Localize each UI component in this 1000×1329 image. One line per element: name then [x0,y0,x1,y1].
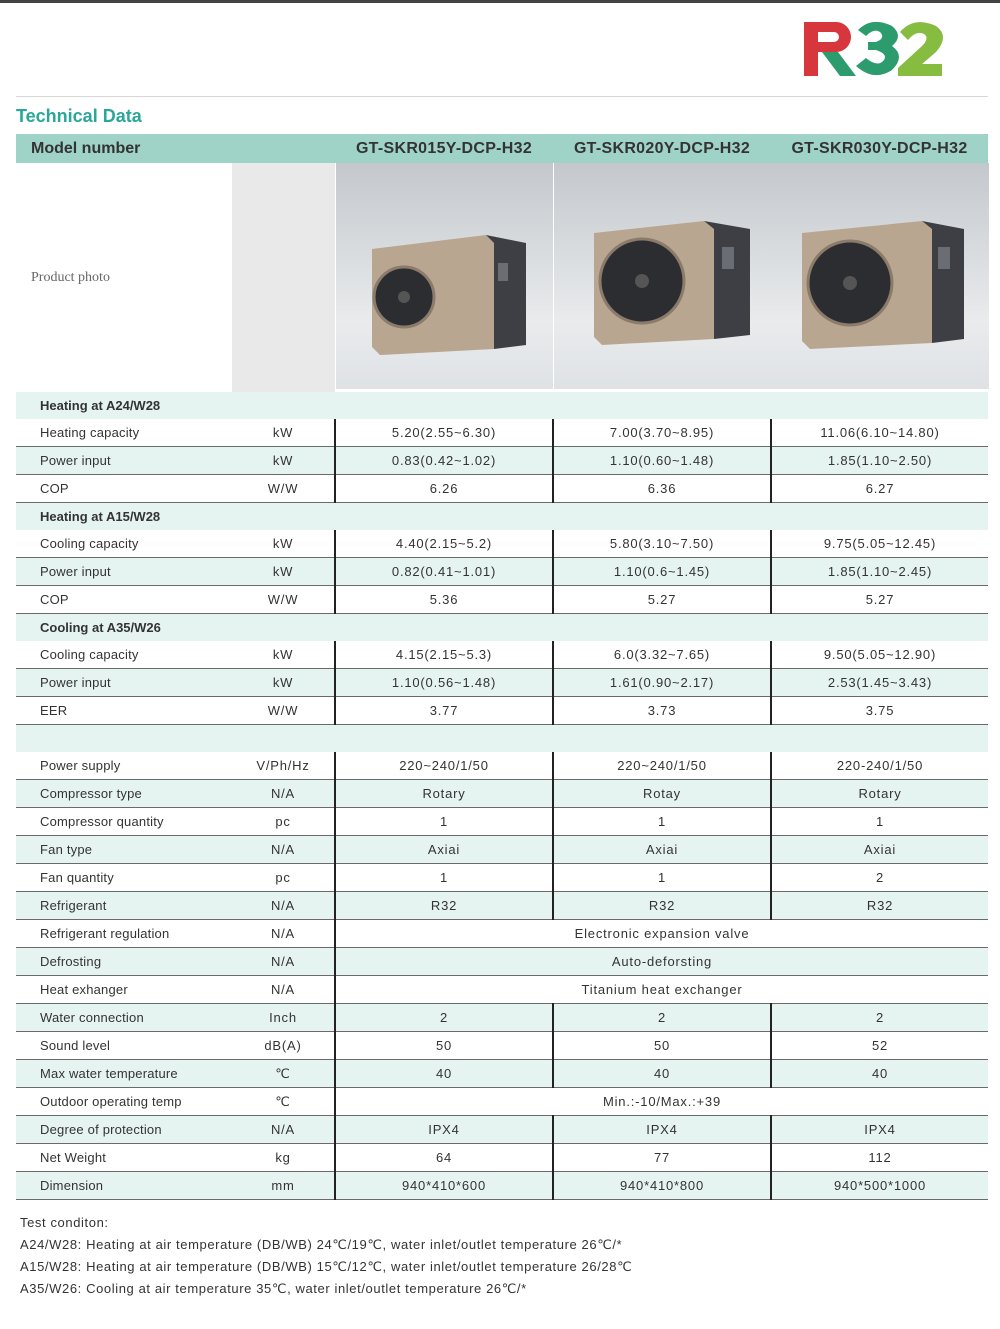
row-unit: dB(A) [232,1032,335,1060]
row-value: 11.06(6.10~14.80) [771,419,988,447]
row-label: Net Weight [16,1144,232,1172]
row-unit: kW [232,530,335,558]
table-row [16,1144,988,1172]
row-value: 5.36 [335,586,553,614]
row-label: Cooling capacity [16,641,232,669]
table-row [16,669,988,697]
row-value: 112 [771,1144,988,1172]
notes-heading: Test conditon: [20,1215,109,1230]
table-row [16,1032,988,1060]
spec-table [16,134,988,1200]
table-row [16,780,988,808]
page-title: Technical Data [16,106,142,126]
spacer-row [16,725,988,753]
test-conditions [20,1212,632,1300]
row-value: Axiai [553,836,771,864]
row-label: Compressor quantity [16,808,232,836]
row-value: 2 [553,1004,771,1032]
row-unit: kg [232,1144,335,1172]
row-value: 2 [335,1004,553,1032]
table-row [16,475,988,503]
row-value: 220-240/1/50 [771,752,988,780]
row-value: Axiai [335,836,553,864]
row-label: Heat exhanger [16,976,232,1004]
row-value: 5.80(3.10~7.50) [553,530,771,558]
row-label: Max water temperature [16,1060,232,1088]
row-value: 1 [553,808,771,836]
row-unit: W/W [232,475,335,503]
row-unit: kW [232,641,335,669]
row-label: Heating capacity [16,419,232,447]
row-value: 1 [771,808,988,836]
row-value: 940*410*600 [335,1172,553,1200]
row-label: EER [16,697,232,725]
row-unit: pc [232,864,335,892]
row-label: COP [16,586,232,614]
row-unit: kW [232,419,335,447]
row-value: 1 [335,808,553,836]
heat-pump-image-1 [336,163,553,389]
header-row [16,134,988,163]
table-row [16,1060,988,1088]
note-line-3: A35/W26: Cooling at air temperature 35℃, water inlet/outlet temperature 26℃/* [20,1281,527,1296]
row-value: 6.26 [335,475,553,503]
table-row [16,976,988,1004]
row-value: 77 [553,1144,771,1172]
model-2: GT-SKR020Y-DCP-H32 [553,134,771,163]
row-value-merged: Titanium heat exchanger [335,976,988,1004]
row-value-merged: Electronic expansion valve [335,920,988,948]
table-row [16,641,988,669]
row-label: Fan quantity [16,864,232,892]
section-header [16,503,988,531]
model-3: GT-SKR030Y-DCP-H32 [771,134,988,163]
row-value: IPX4 [335,1116,553,1144]
row-label: Fan type [16,836,232,864]
row-label: Power supply [16,752,232,780]
row-value: 5.27 [771,586,988,614]
row-value: R32 [771,892,988,920]
row-value: R32 [335,892,553,920]
table-row [16,530,988,558]
row-value: 50 [335,1032,553,1060]
table-row [16,419,988,447]
row-value: 9.50(5.05~12.90) [771,641,988,669]
row-value: 40 [771,1060,988,1088]
row-unit: N/A [232,976,335,1004]
row-value: 6.36 [553,475,771,503]
row-label: Power input [16,669,232,697]
row-value: Rotay [553,780,771,808]
row-value: 1.10(0.56~1.48) [335,669,553,697]
table-row [16,1088,988,1116]
row-unit: Inch [232,1004,335,1032]
row-value: 5.20(2.55~6.30) [335,419,553,447]
row-value: 2 [771,864,988,892]
row-label: Outdoor operating temp [16,1088,232,1116]
row-value: 0.83(0.42~1.02) [335,447,553,475]
header-unit-cell [232,134,335,163]
product-photo-3 [771,163,988,392]
row-value: 50 [553,1032,771,1060]
row-label: Refrigerant regulation [16,920,232,948]
row-value: 40 [553,1060,771,1088]
row-unit: N/A [232,892,335,920]
row-value: R32 [553,892,771,920]
row-label: Refrigerant [16,892,232,920]
section-title: Cooling at A35/W26 [16,614,988,642]
row-value: 0.82(0.41~1.01) [335,558,553,586]
row-unit: N/A [232,780,335,808]
row-value: 3.77 [335,697,553,725]
heat-pump-image-3 [772,163,989,389]
row-value: 6.27 [771,475,988,503]
row-label: COP [16,475,232,503]
row-value: 4.40(2.15~5.2) [335,530,553,558]
row-label: Degree of protection [16,1116,232,1144]
header-divider [16,96,988,97]
row-label: Water connection [16,1004,232,1032]
row-value: 3.73 [553,697,771,725]
row-label: Cooling capacity [16,530,232,558]
model-1: GT-SKR015Y-DCP-H32 [335,134,553,163]
row-value: 2 [771,1004,988,1032]
row-value: 1 [553,864,771,892]
heat-pump-image-2 [554,163,772,389]
row-unit: N/A [232,948,335,976]
row-value: 1.85(1.10~2.45) [771,558,988,586]
row-value: 64 [335,1144,553,1172]
row-label: Defrosting [16,948,232,976]
product-photo-2 [553,163,771,392]
top-border [0,0,1000,3]
section-header [16,392,988,419]
row-unit: pc [232,808,335,836]
row-label: Sound level [16,1032,232,1060]
row-unit: W/W [232,586,335,614]
product-photo-label: Product photo [16,163,232,392]
row-unit: kW [232,669,335,697]
row-unit: W/W [232,697,335,725]
photo-row [16,163,988,392]
row-value: IPX4 [553,1116,771,1144]
table-row [16,447,988,475]
table-row [16,808,988,836]
row-unit: kW [232,558,335,586]
row-value: 4.15(2.15~5.3) [335,641,553,669]
row-value: 3.75 [771,697,988,725]
section-title: Heating at A24/W28 [16,392,988,419]
table-row [16,752,988,780]
model-number-label: Model number [16,134,232,163]
row-value: 2.53(1.45~3.43) [771,669,988,697]
section-header [16,614,988,642]
product-photo-1 [335,163,553,392]
note-line-1: A24/W28: Heating at air temperature (DB/WB) 24℃/19℃, water inlet/outlet temperature 26℃/* [20,1237,623,1252]
section-title: Heating at A15/W28 [16,503,988,531]
table-row [16,892,988,920]
row-unit: N/A [232,1116,335,1144]
row-value: 9.75(5.05~12.45) [771,530,988,558]
table-row [16,948,988,976]
row-value: 940*500*1000 [771,1172,988,1200]
row-value: 220~240/1/50 [553,752,771,780]
row-value: Rotary [771,780,988,808]
note-line-2: A15/W28: Heating at air temperature (DB/WB) 15℃/12℃, water inlet/outlet temperature 26/28℃ [20,1259,633,1274]
row-value: Rotary [335,780,553,808]
row-value: 220~240/1/50 [335,752,553,780]
row-value: 52 [771,1032,988,1060]
row-label: Power input [16,447,232,475]
row-value: 1.61(0.90~2.17) [553,669,771,697]
row-unit: N/A [232,920,335,948]
row-unit: V/Ph/Hz [232,752,335,780]
table-row [16,920,988,948]
row-value: IPX4 [771,1116,988,1144]
spacer-cell [16,725,988,753]
row-label: Power input [16,558,232,586]
table-row [16,836,988,864]
row-value: 7.00(3.70~8.95) [553,419,771,447]
row-value: 40 [335,1060,553,1088]
table-row [16,864,988,892]
row-label: Dimension [16,1172,232,1200]
row-value-merged: Min.:-10/Max.:+39 [335,1088,988,1116]
table-row [16,558,988,586]
row-label: Compressor type [16,780,232,808]
table-row [16,586,988,614]
photo-unit-cell [232,163,335,392]
row-value: 940*410*800 [553,1172,771,1200]
row-value: 1.10(0.6~1.45) [553,558,771,586]
r32-logo [800,16,960,82]
row-value-merged: Auto-deforsting [335,948,988,976]
row-value: 6.0(3.32~7.65) [553,641,771,669]
row-value: 5.27 [553,586,771,614]
row-value: 1.10(0.60~1.48) [553,447,771,475]
row-unit: N/A [232,836,335,864]
row-unit: mm [232,1172,335,1200]
row-value: 1.85(1.10~2.50) [771,447,988,475]
row-value: Axiai [771,836,988,864]
table-row [16,1116,988,1144]
row-unit: kW [232,447,335,475]
row-value: 1 [335,864,553,892]
table-row [16,1172,988,1200]
table-row [16,697,988,725]
row-unit: ℃ [232,1060,335,1088]
row-unit: ℃ [232,1088,335,1116]
table-row [16,1004,988,1032]
